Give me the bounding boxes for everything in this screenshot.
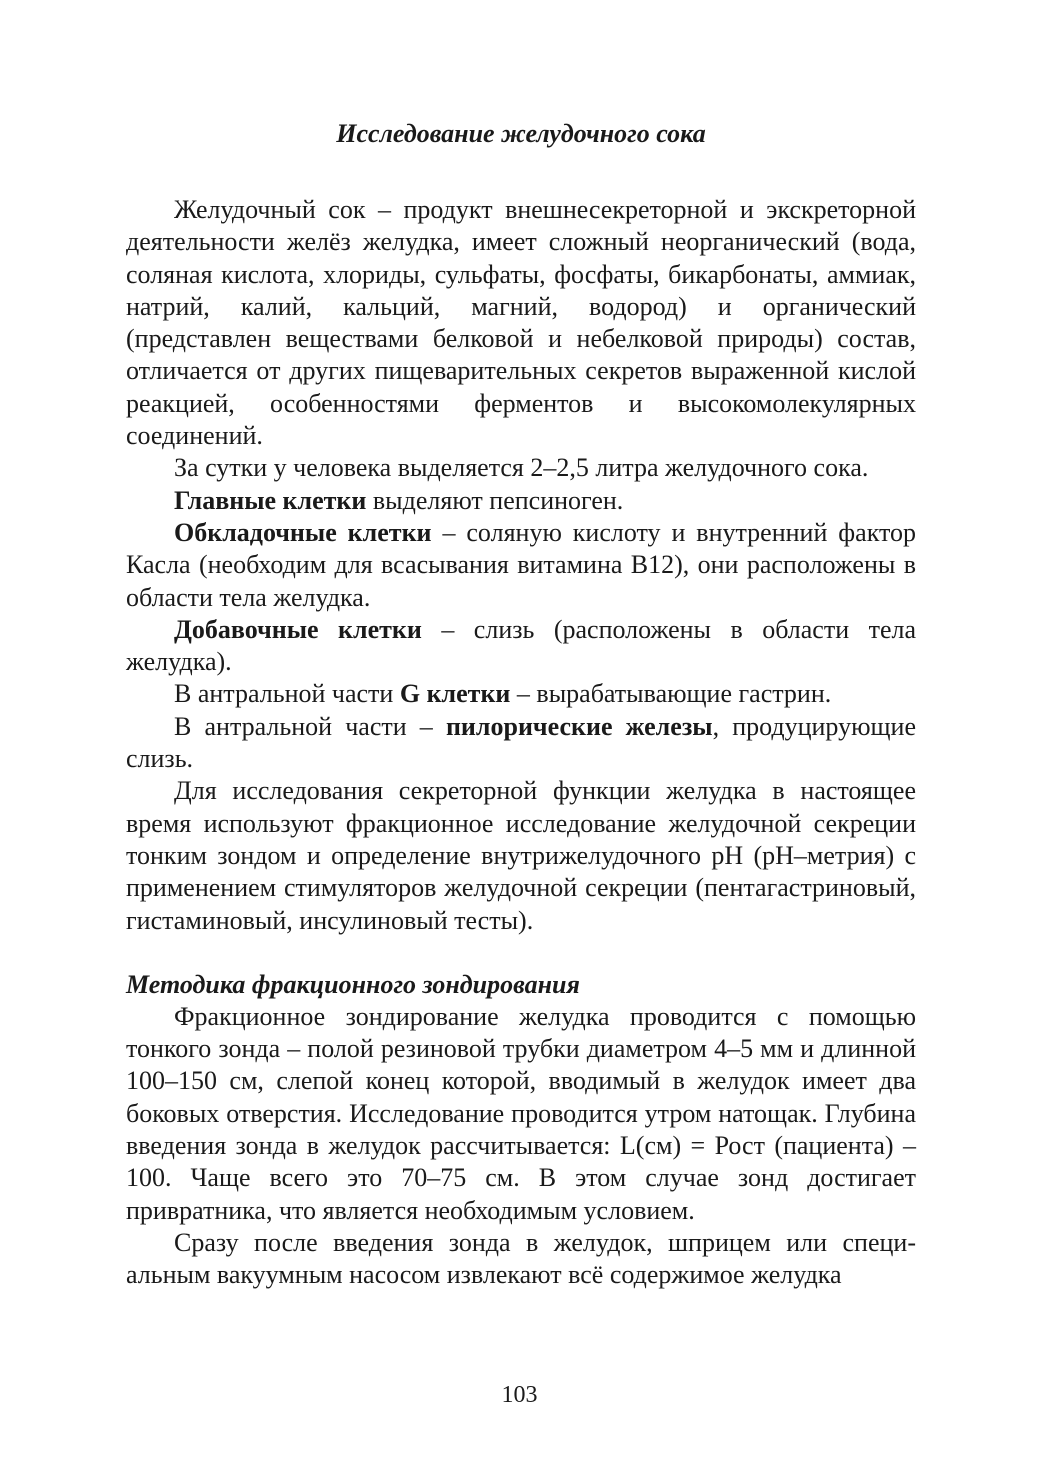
paragraph-text: выделяют пепсиноген. xyxy=(366,485,624,515)
paragraph-parietal-cells xyxy=(126,517,916,614)
term-parietal-cells: Обкладочные клетки xyxy=(174,517,432,547)
paragraph-pyloric-glands xyxy=(126,711,916,776)
paragraph-gastric-juice: Желудочный сок – продукт внешнесекреторной и экскреторной деятельности желёз желудка, имеет сложный неорганический (вода, соляная кислота, хлориды, сульфаты, фосфаты, бикарбонаты, аммиак, натрий, калий, кальций, магний, водород) и органический (представлен веществами белковой и небелковой природы) состав, отличается от других пищеварительных секретов выраженной кислой реакцией, особенностями ферментов и высокомолекулярных соединений. xyxy=(126,195,916,451)
term-g-cells: G клетки xyxy=(399,679,511,709)
paragraph-g-cells xyxy=(126,678,916,710)
paragraph-daily-volume: За сутки у человека выделяется 2–2,5 литра желудочного сока. xyxy=(174,453,869,483)
paragraph-text: В антральной части – xyxy=(174,711,446,741)
paragraph-text: – соляную кислоту и внутренний фактор Касла (необходим для всасывания витамина В12), они расположены в области тела желудка. xyxy=(126,517,916,612)
subsection-title: Методика фракционного зондирования xyxy=(126,969,580,999)
paragraph-accessory-cells xyxy=(126,614,916,679)
paragraph-aspiration: Сразу после введения зонда в желудок, шприцем или специальным вакуумным насосом извлекают всё содержимое желудка xyxy=(126,1227,916,1290)
paragraph-text: В антральной части xyxy=(174,679,400,709)
term-accessory-cells: Добавочные клетки xyxy=(174,614,422,644)
page-content xyxy=(126,118,916,1292)
paragraph-text: – вырабатывающие гастрин. xyxy=(510,679,832,709)
term-main-cells: Главные клетки xyxy=(174,485,367,515)
paragraph-text: – слизь (расположены в области тела желудка). xyxy=(126,614,917,677)
term-pyloric-glands: пилорические железы xyxy=(445,711,713,741)
page-number: 103 xyxy=(501,1382,538,1408)
section-title: Исследование желудочного сока xyxy=(336,119,706,148)
paragraph-text: , продуцирующие слизь. xyxy=(126,711,916,774)
paragraph-research-methods: Для исследования секреторной функции желудка в настоящее время используют фракционное исследование желудочной секреции тонким зондом и определение внутрижелудочного pH (pH–метрия) с применением стимуляторов желудочной секреции (пентагастриновый, гистаминовый, инсулиновый тесты). xyxy=(126,776,916,935)
paragraph-main-cells xyxy=(126,485,916,517)
paragraph-fractional-probing: Фракционное зондирование желудка проводится с помощью тонкого зонда – полой резиновой трубки диаметром 4–5 мм и длинной 100–150 см, слепой конец которой, вводимый в желудок имеет два боковых отверстия. Исследование проводится утром натощак. Глубина введения зонда в желудок рассчитывается: L(см) = Рост (пациента) – 100. Чаще всего это 70–75 см. В этом случае зонд достигает привратника, что является необходимым условием. xyxy=(126,1001,916,1225)
